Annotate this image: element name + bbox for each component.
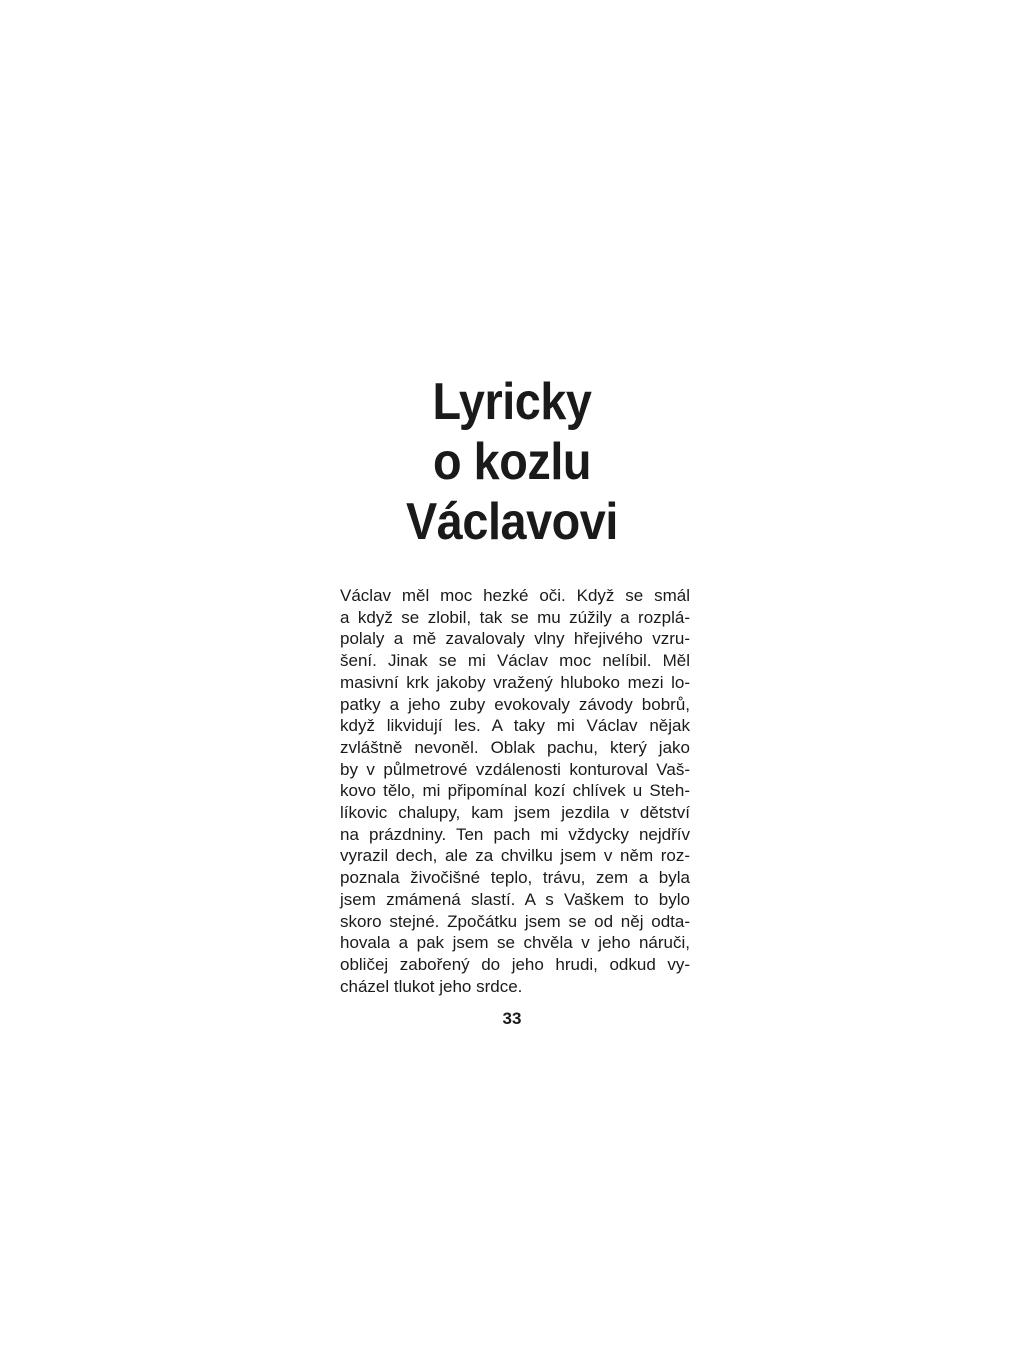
body-line: líkovic chalupy, kam jsem jezdila v dětství — [340, 803, 690, 823]
body-line: masivní krk jakoby vražený hluboko mezi lo- — [340, 672, 690, 692]
body-line: skoro stejné. Zpočátku jsem se od něj odta- — [340, 911, 690, 931]
body-line: zvláštně nevoněl. Oblak pachu, který jako — [340, 737, 690, 757]
body-line: když likvidují les. A taky mi Václav nějak — [340, 716, 690, 736]
chapter-title-line-3: Václavovi — [406, 493, 618, 551]
body-line: poznala živočišné teplo, trávu, zem a byla — [340, 868, 690, 888]
body-line: vyrazil dech, ale za chvilku jsem v něm roz- — [340, 846, 690, 866]
body-line: by v půlmetrové vzdálenosti konturoval Vaš- — [340, 759, 690, 779]
chapter-title-line-2: o kozlu — [432, 433, 592, 491]
body-line: jsem zmámená slastí. A s Vaškem to bylo — [340, 889, 690, 909]
body-line: na prázdniny. Ten pach mi vždycky nejdřív — [340, 824, 690, 844]
body-line: Václav měl moc hezké oči. Když se smál — [340, 586, 690, 605]
body-line: patky a jeho zuby evokovaly závody bobrů, — [340, 694, 690, 714]
body-line: hovala a pak jsem se chvěla v jeho náruči, — [340, 933, 690, 953]
page-number: 33 — [502, 1009, 522, 1028]
body-line: obličej zabořený do jeho hrudi, odkud vy- — [340, 954, 690, 974]
body-line: polaly a mě zavalovaly vlny hřejivého vzru- — [340, 629, 690, 649]
body-line: a když se zlobil, tak se mu zúžily a rozplá- — [340, 607, 690, 627]
body-line: šení. Jinak se mi Václav moc nelíbil. Měl — [340, 651, 690, 671]
chapter-title-line-1: Lyricky — [432, 373, 592, 431]
chapter-body-paragraph — [340, 585, 690, 997]
chapter-title — [0, 372, 1024, 552]
body-line: kovo tělo, mi připomínal kozí chlívek u Steh- — [340, 781, 690, 801]
body-line: cházel tlukot jeho srdce. — [340, 976, 523, 996]
